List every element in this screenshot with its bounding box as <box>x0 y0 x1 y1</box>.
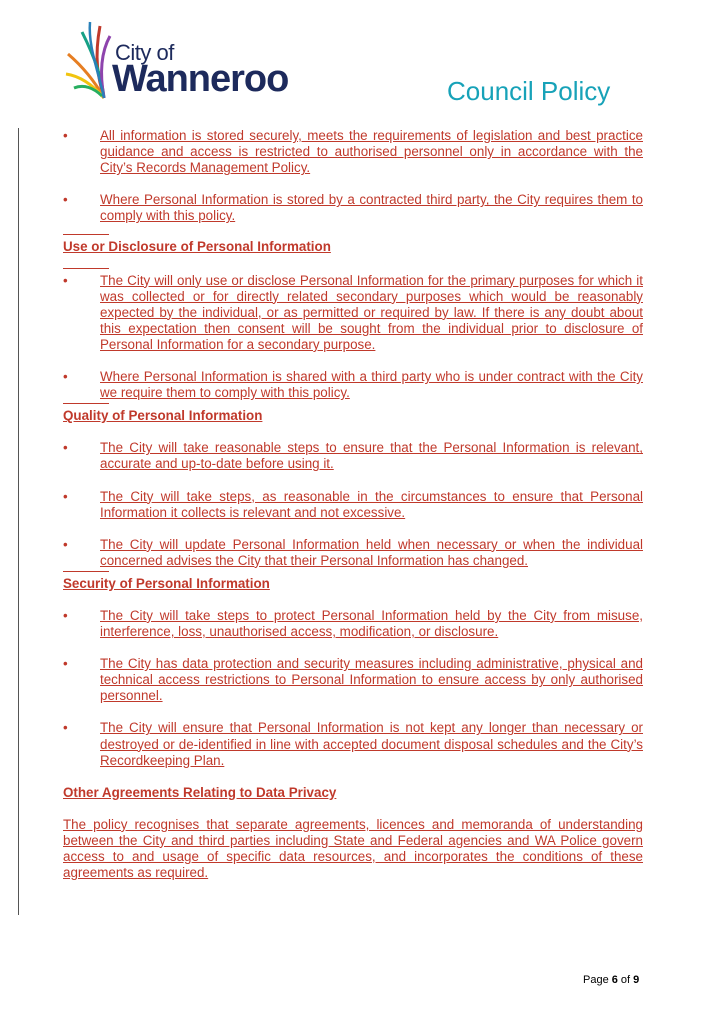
bullet-text: The City will only use or disclose Personal Information for the primary purposes for which it was collected or for directly related secondary purposes which would be reasonably expected by the individual, or as permitted or required by law. If there is any doubt about this expectation then consent will be sought from the individual prior to disclosure of Personal Information for a secondary purpose. <box>100 272 643 352</box>
bullet-item <box>63 656 643 704</box>
page-prefix: Page <box>583 974 612 986</box>
page-middle: of <box>617 974 634 986</box>
page-total: 9 <box>633 974 640 986</box>
section-heading-other: Other Agreements Relating to Data Privacy <box>63 784 337 800</box>
bullet-text: All information is stored securely, meets the requirements of legislation and best practice guidance and access is restricted to authorised personnel only in accordance with the City’s Records Management Policy. <box>100 128 643 176</box>
bullet-glyph: • <box>63 607 68 623</box>
bullet-text: The City will take steps to protect Personal Information held by the City from misuse, interference, loss, unauthorised access, modification, or disclosure. <box>100 607 643 640</box>
bullet-glyph: • <box>63 656 68 672</box>
logo-plant-icon <box>64 18 114 102</box>
bullet-text: The City will take steps, as reasonable in the circumstances to ensure that Personal Information it collects is relevant and not excessive. <box>100 488 643 520</box>
bullet-text: The City will update Personal Information held when necessary or when the individual concerned advises the City that their Personal Information has changed. <box>100 536 643 568</box>
bullet-item <box>63 489 643 521</box>
bullet-glyph: • <box>63 720 68 736</box>
other-agreements-paragraph: The policy recognises that separate agreements, licences and memoranda of understanding between the City and third parties including State and Federal agencies and WA Police govern access to and usage of specific data resources, and incorporates the conditions of these agreements as required. <box>63 816 643 881</box>
bullet-item <box>63 192 643 224</box>
bullet-text: The City has data protection and security measures including administrative, physical and technical access restrictions to Personal Information to ensure access by only authorised personnel. <box>100 656 643 704</box>
bullet-text: Where Personal Information is stored by a contracted third party, the City requires them to comply with this policy. <box>100 192 643 224</box>
bullet-text: The City will take reasonable steps to ensure that the Personal Information is relevant, accurate and up-to-date before using it. <box>100 440 643 472</box>
city-logo <box>64 18 294 102</box>
section-heading-security: Security of Personal Information <box>63 575 270 591</box>
logo-text-line2: Wanneroo <box>112 58 289 100</box>
bullet-item <box>63 537 643 569</box>
bullet-item <box>63 273 643 353</box>
bullet-text: The City will ensure that Personal Information is not kept any longer than necessary or destroyed or de-identified in line with accepted document disposal schedules and the City’s Recordkeeping Plan. <box>100 720 643 768</box>
bullet-item <box>63 720 643 768</box>
bullet-item <box>63 608 643 640</box>
page-current: 6 <box>611 974 618 986</box>
bullet-item <box>63 369 643 401</box>
bullet-glyph: • <box>63 272 68 288</box>
bullet-glyph: • <box>63 192 68 208</box>
revision-bar <box>18 128 19 915</box>
logo-text-line1: City of <box>115 40 174 65</box>
section-heading-quality: Quality of Personal Information <box>63 408 263 424</box>
document-title: Council Policy <box>447 76 611 106</box>
bullet-glyph: • <box>63 369 68 385</box>
bullet-glyph: • <box>63 536 68 552</box>
bullet-glyph: • <box>63 128 68 143</box>
section-heading-use: Use or Disclosure of Personal Information <box>63 239 331 255</box>
bullet-glyph: • <box>63 488 68 504</box>
bullet-item <box>63 440 643 472</box>
policy-content <box>63 128 643 881</box>
bullet-text: Where Personal Information is shared with a third party who is under contract with the City we require them to comply with this policy. <box>100 369 643 401</box>
bullet-glyph: • <box>63 440 68 456</box>
bullet-item <box>63 128 643 176</box>
page-number <box>583 974 639 986</box>
